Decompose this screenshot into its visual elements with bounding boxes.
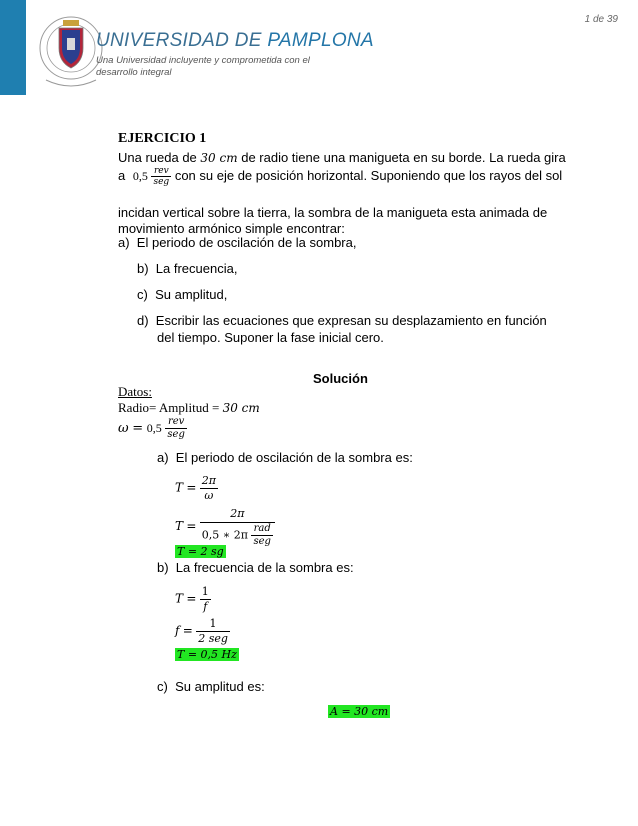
exercise-title: EJERCICIO 1 — [118, 131, 207, 146]
tagline-line-2: desarrollo integral — [96, 67, 172, 78]
exercise-intro-paragraph: incidan vertical sobre la tierra, la sombra de la manigueta esta animada de movimiento armónico simple encontrar: — [118, 205, 548, 236]
rev-per-seg-fraction: $\frac{\text{rev}}{\text{seg}}$ — [153, 166, 170, 187]
university-tagline — [96, 55, 346, 79]
datos-heading: Datos: — [118, 384, 152, 399]
header-sidebar-bar — [0, 0, 26, 95]
radio-amplitude-line: Radio= Amplitud = 30 cm — [118, 400, 260, 415]
amplitude-result: A = 30 cm — [330, 705, 389, 718]
question-item-b: b) La frecuencia, — [137, 261, 238, 276]
frequency-formula: T = $\frac{1}{f}$ — [175, 585, 209, 613]
period-formula: T = $\frac{2\pi}{\omega}$ — [175, 474, 216, 502]
solution-title: Solución — [313, 371, 368, 386]
exercise-intro-line-2: a 0,5 $\frac{\text{rev}}{\text{seg}}$ con su eje de posición horizontal. Suponiendo que los rayos del sol — [118, 166, 563, 187]
university-name: UNIVERSIDAD DE PAMPLONA — [96, 30, 374, 51]
university-seal-logo — [38, 10, 104, 92]
frequency-substitution: f = $\frac{1}{\text{2 seg}}$ — [175, 617, 228, 645]
question-item-d: d) Escribir las ecuaciones que expresan su desplazamiento en función — [137, 313, 547, 328]
radius-value: 30 cm — [200, 151, 238, 165]
omega-fraction: $\frac{\text{rev}}{\text{seg}}$ — [167, 416, 185, 440]
frequency-result: T = 0,5 Hz — [177, 648, 237, 661]
period-result: T = 2 sg — [177, 545, 224, 558]
part-c-heading: c) Su amplitud es: — [157, 679, 265, 694]
part-a-heading: a) El periodo de oscilación de la sombra es: — [157, 450, 413, 465]
question-item-a: a) El periodo de oscilación de la sombra, — [118, 235, 357, 250]
tagline-line-1: Una Universidad incluyente y comprometida con el — [96, 55, 310, 66]
period-substitution: T = 2π 0,5 ∗ 2π $\frac{\text{rad}}{\text{seg}}$ — [175, 506, 275, 548]
question-item-d-continuation: del tiempo. Suponer la fase inicial cero. — [157, 330, 384, 345]
part-b-heading: b) La frecuencia de la sombra es: — [157, 560, 354, 575]
omega-line: ω = 0,5 $\frac{\text{rev}}{\text{seg}}$ — [118, 416, 185, 440]
exercise-intro-line-1: Una rueda de 30 cm de radio tiene una manigueta en su borde. La rueda gira — [118, 150, 566, 165]
page-indicator: 1 de 39 — [584, 14, 618, 25]
question-item-c: c) Su amplitud, — [137, 287, 228, 302]
